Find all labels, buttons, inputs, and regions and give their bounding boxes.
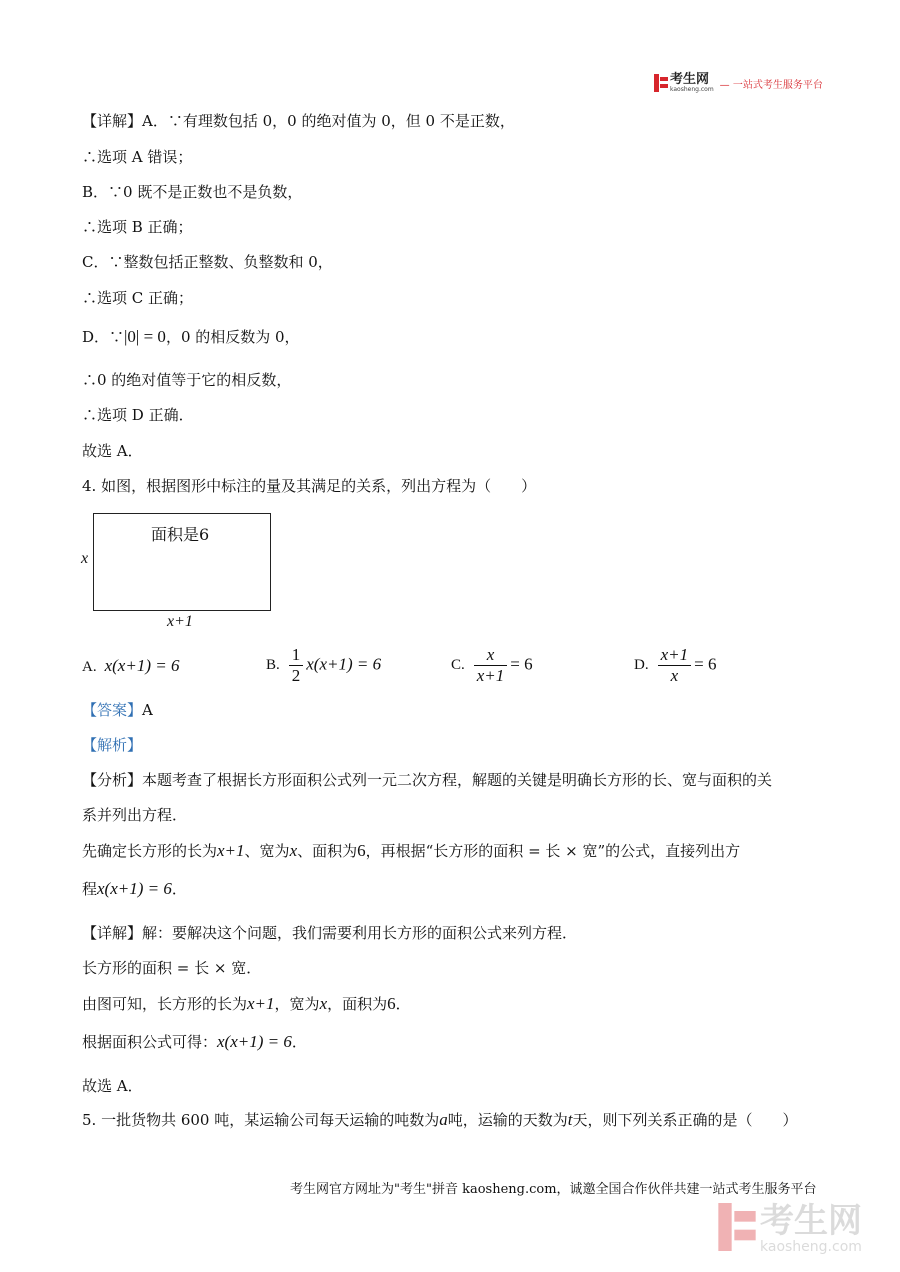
q4-conclusion: 故选 A． [82, 1077, 143, 1095]
q4-stem: 4. 如图，根据图形中标注的量及其满足的关系，列出方程为（ ） [82, 477, 537, 495]
q3-detail-line-5: C．∵整数包括正整数、负整数和 0， [82, 253, 333, 271]
q3-detail-line-4: ∴选项 B 正确； [82, 218, 193, 236]
footer-text: 考生网官方网址为"考生"拼音 kaosheng.com，诚邀全国合作伙伴共建一站式考生服务平台 [290, 1182, 817, 1197]
q5-stem: 5. 一批货物共 600 吨，某运输公司每天运输的吨数为a吨，运输的天数为t天，则下列关系正确的是（ ） [82, 1110, 798, 1129]
q4-analysis-line-4: 程x(x+1) = 6． [82, 879, 187, 898]
q4-analysis-line-1: 【分析】本题考查了根据长方形面积公式列一元二次方程，解题的关键是明确长方形的长、宽与面积的关 [82, 771, 773, 789]
q3-detail-line-6: ∴选项 C 正确； [82, 289, 194, 307]
q4-detail-line-3: 由图可知，长方形的长为x+1，宽为x，面积为6． [82, 994, 411, 1013]
q3-detail-line-1: 【详解】A．∵有理数包括 0，0 的绝对值为 0，但 0 不是正数， [82, 112, 515, 130]
watermark [718, 1203, 862, 1255]
option-a: A. x(x+1) = 6 [82, 656, 180, 675]
q3-detail-line-7: D．∵|0| = 0，0 的相反数为 0， [82, 327, 300, 346]
logo-name: 考生网 [670, 72, 710, 87]
q3-conclusion: 故选 A． [82, 442, 143, 460]
kaosheng-logo-icon [654, 74, 668, 92]
figure-area-label: 面积是6 [151, 525, 210, 544]
q4-detail-line-4: 根据面积公式可得：x(x+1) = 6． [82, 1032, 307, 1051]
q4-detail-line-1: 【详解】解：要解决这个问题，我们需要利用长方形的面积公式来列方程． [82, 924, 578, 942]
watermark-logo-icon [718, 1203, 756, 1255]
q4-detail-line-2: 长方形的面积 = 长 × 宽． [82, 959, 262, 977]
logo-domain: kaosheng.com [670, 86, 714, 93]
q4-answer: 【答案】A [82, 701, 153, 719]
header-logo [654, 73, 823, 93]
watermark-name: 考生网 [760, 1201, 862, 1241]
q3-detail-line-8: ∴0 的绝对值等于它的相反数， [82, 371, 292, 389]
option-d: D. $\frac{x+1}{x}$ = 6 [634, 645, 717, 685]
option-b: B. $\frac{1}{2}$ x(x+1) = 6 [266, 645, 382, 685]
option-c: C. $\frac{x}{x+1}$ = 6 [451, 645, 533, 685]
q4-analysis-line-2: 系并列出方程． [82, 806, 188, 824]
figure-side-label: x [81, 550, 89, 567]
q4-analysis-line-3: 先确定长方形的长为x+1、宽为x、面积为6，再根据“长方形的面积 = 长 × 宽”的公式，直接列出方 [82, 841, 741, 860]
q3-detail-line-3: B．∵0 既不是正数也不是负数， [82, 183, 303, 201]
abs-zero-math: |0| = 0 [124, 327, 166, 346]
q3-detail-line-9: ∴选项 D 正确． [82, 406, 194, 424]
watermark-domain: kaosheng.com [760, 1239, 862, 1255]
q3-detail-line-2: ∴选项 A 错误； [82, 148, 193, 166]
q4-analysis-tag: 【解析】 [82, 736, 143, 754]
logo-slogan: — 一站式考生服务平台 [719, 79, 823, 91]
figure-bottom-label: x+1 [167, 613, 193, 630]
